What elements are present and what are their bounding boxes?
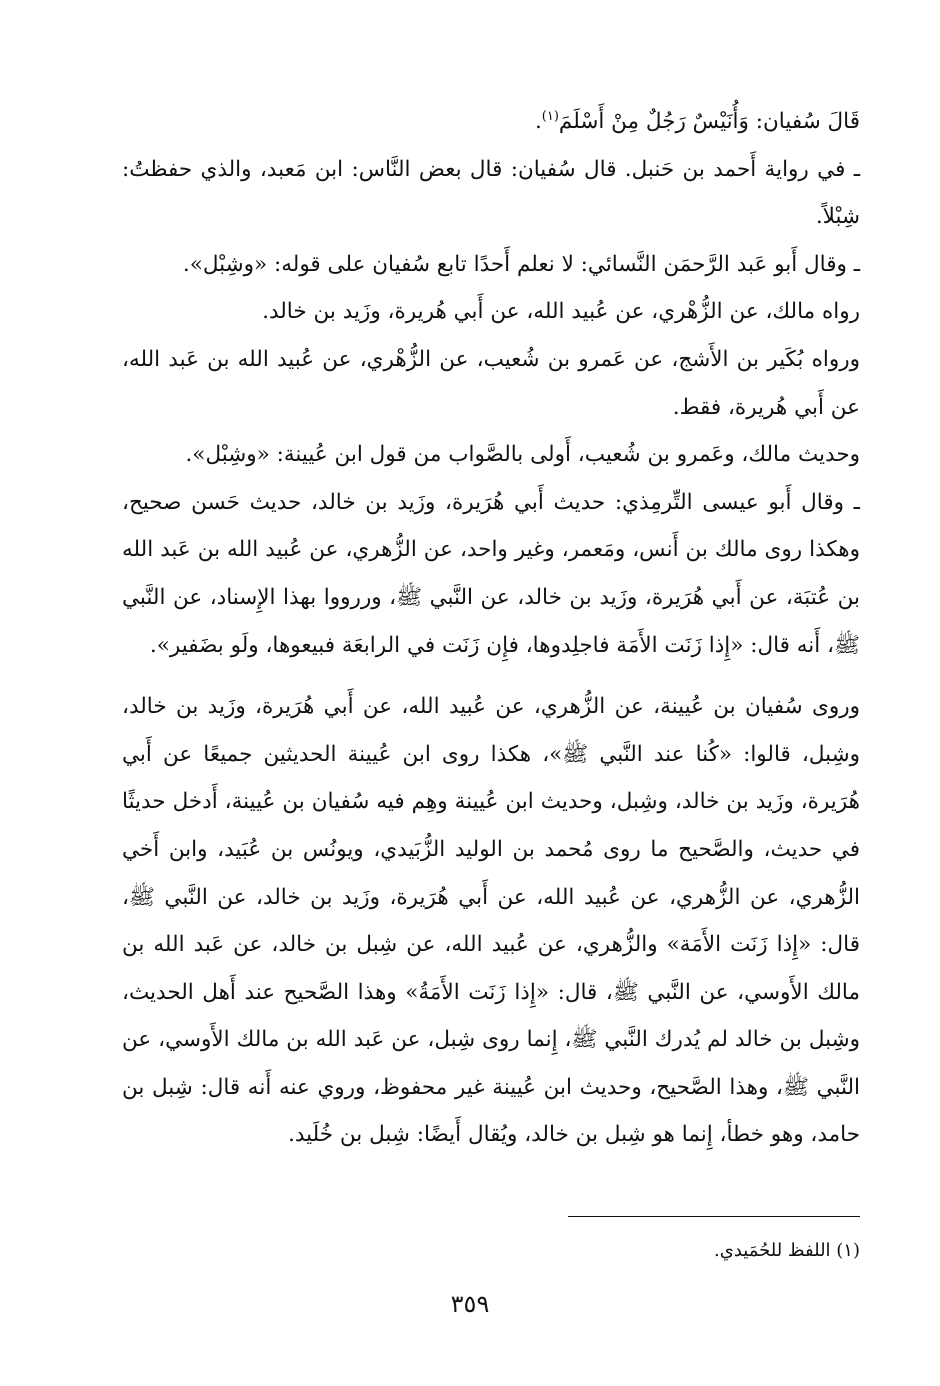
paragraph-1: قَالَ سُفيان: وَأُنَيْسٌ رَجُلٌ مِنْ أَسْلَمَ$^{(١)}$. bbox=[534, 108, 860, 134]
paragraph-4: رواه مالك، عن الزُّهْري، عن عُبيد الله، عن أَبي هُريرة، وزَيد بن خالد. bbox=[262, 299, 860, 325]
paragraph-7: ـ وقال أَبو عيسى التِّرمِذي: حديث أَبي هُرَيرة، وزَيد بن خالد، حديث حَسن صحيح، وهكذا روى مالك بن أَنس، ومَعمر، وغير واحد، عن الزُّهري، عن عُبيد الله بن عَبد الله بن عُتبَة، عن أَبي هُرَيرة، وزَيد بن خالد، عن النَّبي ﷺ، وررووا بهذا الإِسناد، عن النَّبي ﷺ، أَنه قال: «إِذا زَنَت الأَمَة فاجلِدوها، فإِن زَنَت في الرابعَة فبيعوها، ولَو بضَفير». bbox=[122, 489, 860, 658]
paragraph-1-text: قَالَ سُفيان: وَأُنَيْسٌ رَجُلٌ مِنْ أَسْلَمَ bbox=[558, 109, 860, 134]
page-number: ٣٥٩ bbox=[450, 1290, 490, 1318]
paragraph-5: ورواه بُكَير بن الأَشج، عن عَمرو بن شُعيب، عن الزُّهْري، عن عُبيد الله بن عَبد الله، عن أَبي هُريرة، فقط. bbox=[122, 346, 860, 420]
footnote-divider bbox=[568, 1216, 860, 1217]
paragraph-8: وروى سُفيان بن عُيينة، عن الزُّهري، عن عُبيد الله، عن أَبي هُرَيرة، وزَيد بن خالد، وشِبل، قالوا: «كُنا عند النَّبي ﷺ»، هكذا روى ابن عُيينة الحديثين جميعًا عن أَبي هُرَيرة، وزَيد بن خالد، وشِبل، وحديث ابن عُيينة وهِم فيه سُفيان بن عُيينة، أَدخل حديثًا في حديث، والصَّحيح ما روى مُحمد بن الوليد الزُّبَيدي، ويونُس بن عُبَيد، وابن أَخي الزُّهري، عن الزُّهري، عن عُبيد الله، عن أَبي هُرَيرة، وزَيد بن خالد، عن النَّبي ﷺ، قال: «إِذا زَنَت الأَمَة» والزُّهري، عن عُبيد الله، عن شِبل بن خالد، عن عَبد الله بن مالك الأَوسي، عن النَّبي ﷺ، قال: «إِذا زَنَت الأَمَةُ» وهذا الصَّحيح عند أَهل الحديث، وشِبل بن خالد لم يُدرك النَّبي ﷺ، إِنما روى شِبل، عن عَبد الله بن مالك الأَوسي، عن النَّبي ﷺ، وهذا الصَّحيح، وحديث ابن عُيينة غير محفوظ، وروي عنه أَنه قال: شِبل بن حامد، وهو خطأ، إِنما هو شِبل بن خالد، ويُقال أَيضًا: شِبل بن خُلَيد. bbox=[122, 694, 860, 1148]
footnote: (١) اللفظ للحُمَيدي. bbox=[714, 1240, 860, 1261]
paragraph-2: ـ في رواية أَحمد بن حَنبل. قال سُفيان: قال بعض النَّاس: ابن مَعبد، والذي حفظتُ: شِبْلاً. bbox=[122, 156, 860, 230]
paragraph-3: ـ وقال أَبو عَبد الرَّحمَن النَّسائي: لا نعلم أَحدًا تابع سُفيان على قوله: «وشِبْل». bbox=[182, 251, 860, 277]
paragraph-6: وحديث مالك، وعَمرو بن شُعيب، أَولى بالصَّواب من قول ابن عُيينة: «وشِبْل». bbox=[185, 442, 860, 468]
footnote-reference: (١) bbox=[541, 108, 559, 124]
main-text-body bbox=[122, 98, 860, 1159]
paragraph-separator bbox=[122, 669, 860, 683]
